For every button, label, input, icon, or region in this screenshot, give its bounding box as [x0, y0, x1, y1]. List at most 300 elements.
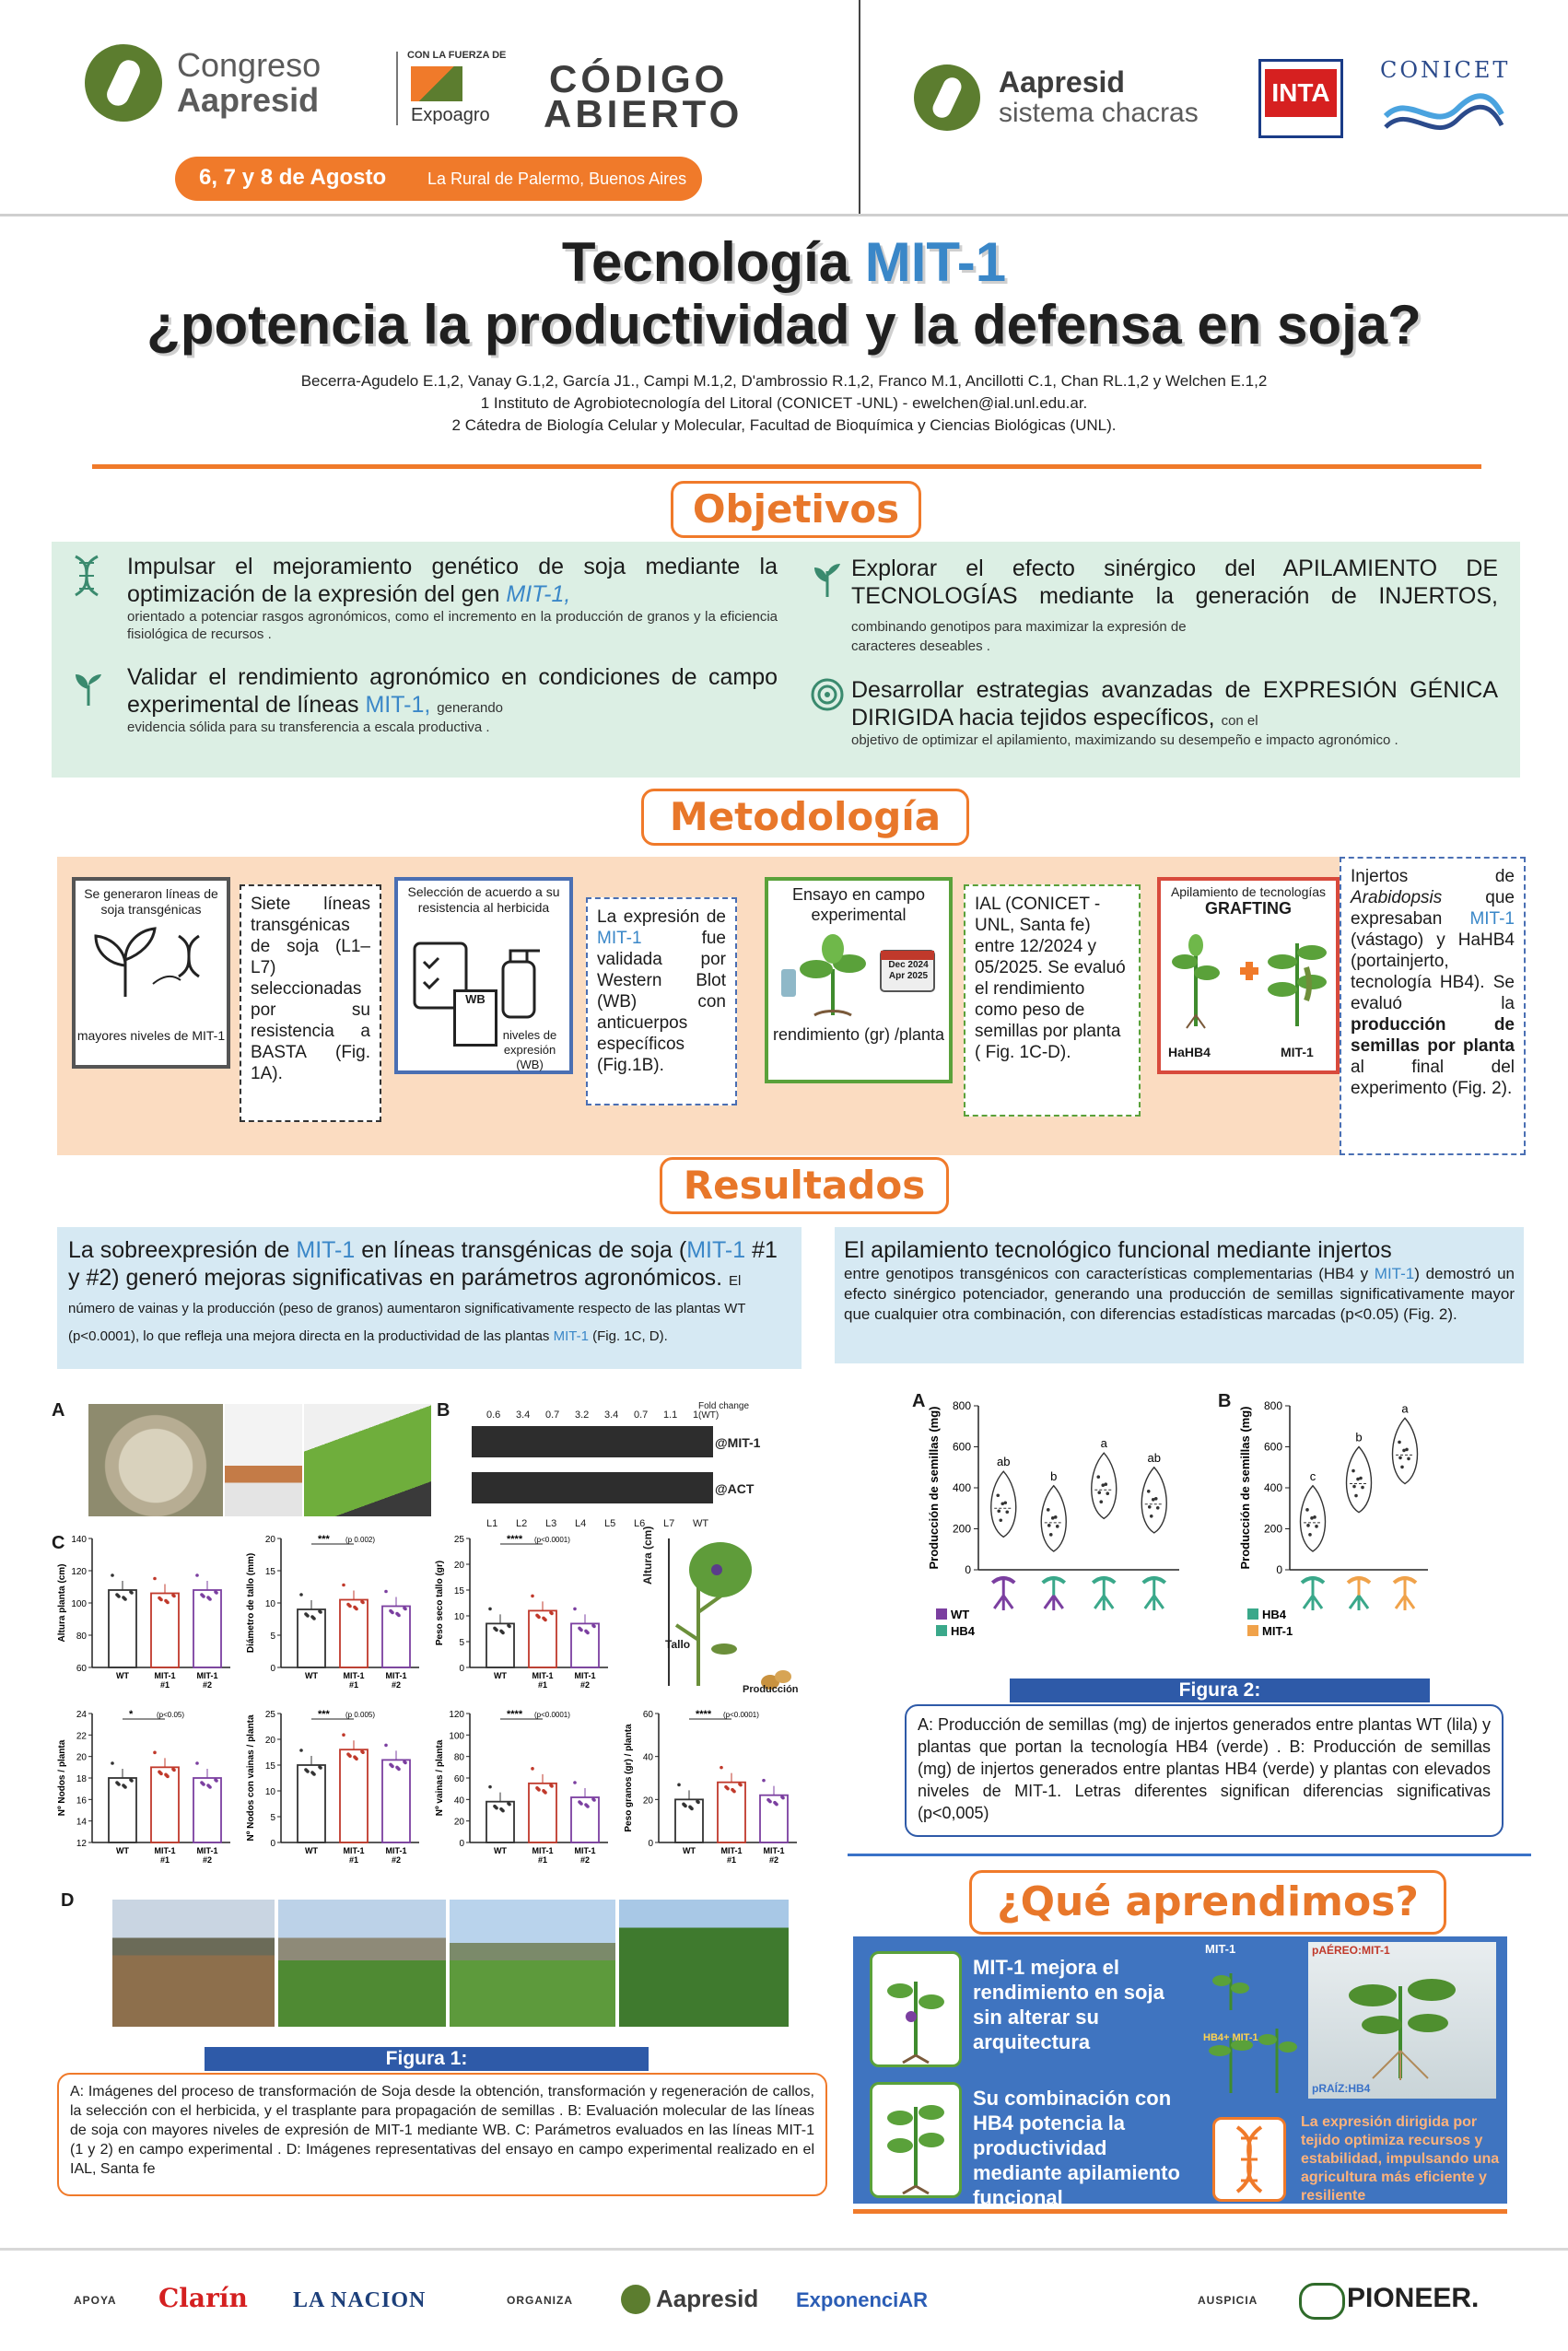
fig1-field-photo-4 [619, 1900, 789, 2027]
fig2-label-a: A [912, 1391, 926, 1411]
data-point [731, 1788, 734, 1792]
objetivo-2 [127, 663, 778, 736]
data-point [299, 1593, 303, 1597]
blot-value: 3.4 [604, 1409, 619, 1421]
data-point [1047, 1508, 1050, 1512]
legend-swatch [1247, 1608, 1258, 1620]
met-panel-4-right: MIT-1 [1281, 1045, 1314, 1059]
met-desc-2-post: fue validada por Western Blot (WB) con anticuerpos específicos (Fig.1B). [597, 929, 726, 1075]
data-point [171, 1768, 175, 1772]
plant-stem-label: Tallo [665, 1638, 691, 1651]
data-point [129, 1590, 133, 1594]
plant-prod-label: Producción [743, 1684, 799, 1695]
conicet-logo-icon [1382, 88, 1505, 136]
graft-root [1094, 1596, 1113, 1610]
dates-pill [175, 157, 702, 201]
y-tick-label: 0 [270, 1664, 275, 1674]
codigo-label-2: ABIERTO [544, 92, 743, 135]
data-point [342, 1733, 345, 1737]
congreso-label-2: Aapresid [177, 81, 320, 119]
y-tick-label: 22 [76, 1731, 87, 1742]
bar [340, 1600, 368, 1668]
fig2-caption-a: A: Producción de semillas (mg) de injertos generados entre plantas WT (lila) y plantas que portan la tecnología HB4 (verde) . [918, 1715, 1491, 1756]
y-tick-label: 600 [952, 1440, 971, 1454]
objetivo-2-gene: MIT-1, [365, 692, 431, 718]
resultados-right-box [835, 1227, 1524, 1363]
data-point [531, 1595, 534, 1598]
y-tick-label: 100 [449, 1731, 464, 1742]
data-point [780, 1795, 784, 1799]
met-desc-1: Siete líneas transgénicas de soja (L1–L7) seleccionadas por su resistencia a BASTA (Fig. 1A). [240, 884, 381, 1122]
y-tick-label: 14 [76, 1817, 87, 1828]
data-point [195, 1573, 199, 1577]
data-point [122, 1784, 125, 1787]
data-point [318, 1765, 322, 1769]
blot-lane: L3 [545, 1518, 557, 1529]
x-tick-label: MIT-1 [532, 1846, 554, 1855]
p-value: (p<0.0001) [534, 1711, 570, 1719]
data-point [578, 1627, 581, 1631]
section-metodologia: Metodología [641, 789, 969, 846]
x-tick-label: MIT-1 [343, 1671, 365, 1680]
fig1-caption: A: Imágenes del proceso de transformación de Soja desde la obtención, transformación y regeneración de callos, la selección con el herbicida, y el trasplante para propagación de semillas . B: Evaluación molecular de las líneas de soja con mayores niveles de expresión de MIT-1 mediante WB. C: Parámetros evaluados en las líneas MIT-1 (1 y 2) en campo experimental . D: Imágenes representativas del ensayo en campo experimental realizado en el IAL, Santa fe [57, 2073, 827, 2196]
data-point [549, 1611, 553, 1615]
met-panel-4-sub: GRAFTING [1205, 899, 1292, 918]
data-point [1398, 1441, 1401, 1445]
data-point [158, 1771, 161, 1774]
bar [340, 1749, 368, 1842]
sprout-icon [72, 671, 105, 708]
data-point [996, 1493, 1000, 1497]
legend-label: WT [951, 1608, 970, 1621]
sistema-label-1: Aapresid [999, 65, 1125, 99]
data-point [1308, 1533, 1312, 1537]
data-point [688, 1806, 692, 1809]
met-panel-3-bottom: rendimiento (gr) /planta [772, 1025, 945, 1044]
x-tick-label: WT [305, 1846, 318, 1855]
data-point [1400, 1466, 1404, 1469]
fig1-label-d: D [61, 1890, 75, 1911]
data-point [573, 1781, 577, 1784]
data-point [200, 1781, 204, 1784]
blot-lane: L5 [604, 1518, 616, 1529]
data-point [999, 1518, 1002, 1522]
y-tick-label: 80 [76, 1632, 87, 1642]
congreso-logo-icon [85, 44, 162, 122]
data-point [360, 1600, 364, 1604]
fig1-photo-plants [304, 1404, 431, 1516]
learn-img-mit-label: MIT-1 [1205, 1942, 1236, 1956]
section-resultados: Resultados [660, 1157, 949, 1214]
header [0, 0, 1568, 214]
x-tick-label: WT [116, 1671, 129, 1680]
y-tick-label: 0 [459, 1839, 464, 1849]
data-point [115, 1593, 119, 1597]
met-desc-4-bold: producción de semillas por planta [1351, 1015, 1515, 1056]
data-point [395, 1766, 399, 1770]
wb-label: WB [465, 992, 486, 1006]
met-desc-2-pre: La expresión de [597, 907, 726, 927]
y-tick-label: 25 [264, 1710, 275, 1720]
title-pre: Tecnología [561, 231, 865, 293]
objetivo-3-text: Explorar el efecto sinérgico del APILAMIENTO DE TECNOLOGÍAS mediante la generación de INJERTOS, [851, 556, 1498, 609]
x-tick-label: #1 [537, 1855, 548, 1865]
res-right-small-pre: entre genotipos transgénicos con características complementarias (HB4 y [844, 1265, 1375, 1282]
title-line-2: ¿potencia la productividad y la defensa en soja? [146, 294, 1422, 356]
objetivo-4 [851, 676, 1498, 749]
y-tick-label: 800 [952, 1399, 971, 1412]
data-point [1148, 1505, 1152, 1509]
y-tick-label: 100 [71, 1599, 87, 1609]
venue-label: La Rural de Palermo, Buenos Aires [427, 170, 687, 188]
fig1-field-photo-2 [278, 1900, 446, 2027]
y-axis-label: Producción de semillas (mg) [1238, 1406, 1252, 1570]
learn-card-3 [1212, 2117, 1286, 2202]
data-point [738, 1783, 742, 1786]
x-tick-label: MIT-1 [763, 1846, 785, 1855]
y-tick-label: 0 [459, 1664, 464, 1674]
y-tick-label: 0 [270, 1839, 275, 1849]
y-tick-label: 20 [76, 1752, 87, 1763]
met-panel-transgenic [72, 877, 230, 1069]
y-tick-label: 24 [76, 1710, 87, 1720]
sig-stars: **** [696, 1709, 712, 1720]
data-point [488, 1785, 492, 1789]
data-point [360, 1749, 364, 1753]
sprout-dna-icon [88, 923, 212, 1003]
data-point [1154, 1497, 1158, 1501]
x-tick-label: MIT-1 [196, 1671, 218, 1680]
bar [109, 1778, 136, 1842]
plant-icon [811, 558, 844, 599]
res-right-main: El apilamiento tecnológico funcional mediante injertos [844, 1237, 1392, 1263]
res-left-mid: en líneas transgénicas de soja ( [355, 1237, 687, 1263]
res-right-gene: MIT-1 [1374, 1265, 1415, 1282]
footer-rule [0, 2248, 1568, 2251]
data-point [531, 1767, 534, 1771]
data-point [206, 1596, 210, 1599]
y-tick-label: 0 [648, 1839, 653, 1849]
x-tick-label: #1 [348, 1680, 359, 1690]
met-desc-4-c: (vástago) y HaHB4 (portainjerto, tecnología HB4). Se evaluó la [1351, 930, 1515, 1013]
footer-nacion: LA NACION [293, 2288, 427, 2312]
data-point [1156, 1506, 1160, 1510]
y-tick-label: 80 [453, 1752, 464, 1763]
data-point [310, 1615, 314, 1619]
objetivos-box [52, 542, 1520, 778]
y-tick-label: 5 [459, 1638, 464, 1648]
blot-lane: L7 [663, 1518, 675, 1529]
y-tick-label: 15 [453, 1586, 464, 1597]
x-tick-label: MIT-1 [574, 1671, 596, 1680]
data-point [773, 1801, 777, 1805]
data-point [1306, 1524, 1310, 1527]
data-point [200, 1593, 204, 1597]
met-panel-1-bottom: mayores niveles de MIT-1 [76, 1028, 226, 1043]
data-point [677, 1784, 681, 1787]
data-point [403, 1607, 406, 1610]
y-tick-label: 20 [264, 1535, 275, 1545]
graft-root [1396, 1596, 1414, 1610]
affiliation-2: 2 Cátedra de Biología Celular y Molecular, Facultad de Bioquímica y Ciencias Biológicas (UNL). [451, 416, 1117, 434]
objetivo-1-gene: MIT-1, [506, 581, 571, 607]
data-point [304, 1612, 308, 1616]
bar [109, 1590, 136, 1667]
x-tick-label: #1 [159, 1680, 170, 1690]
footer-exponencial: ExponenciAR [796, 2288, 929, 2311]
section-aprendimos: ¿Qué aprendimos? [969, 1870, 1446, 1935]
data-point [129, 1778, 133, 1782]
bar [151, 1594, 179, 1668]
x-tick-label: #1 [348, 1855, 359, 1865]
footer-organiza: ORGANIZA [507, 2294, 573, 2307]
data-point [164, 1773, 168, 1777]
footer-auspicia: AUSPICIA [1198, 2294, 1258, 2307]
data-point [158, 1597, 161, 1600]
learn-img-hbmit-label: HB4+ MIT-1 [1203, 2032, 1258, 2043]
data-point [1398, 1456, 1402, 1460]
data-point [720, 1766, 723, 1770]
resultados-right-text [835, 1227, 1524, 1325]
p-value: (p<0.0001) [534, 1536, 570, 1544]
sig-letter: a [1401, 1401, 1409, 1416]
data-point [591, 1797, 595, 1801]
footer-pioneer-icon [1299, 2283, 1345, 2320]
y-tick-label: 600 [1263, 1440, 1282, 1454]
blot-act-band [472, 1472, 713, 1503]
y-tick-label: 800 [1263, 1399, 1282, 1412]
blot-lane: L1 [486, 1518, 498, 1529]
data-point [578, 1800, 581, 1804]
inta-logo [1258, 59, 1343, 138]
sig-stars: *** [318, 1534, 330, 1545]
graft-root [1350, 1596, 1368, 1610]
data-point [682, 1803, 685, 1807]
sistema-chacras-logo-icon [914, 64, 980, 131]
calendar-label: Dec 2024 Apr 2025 [888, 960, 929, 981]
graft-root [994, 1596, 1012, 1610]
y-tick-label: 10 [264, 1599, 275, 1609]
y-tick-label: 400 [1263, 1481, 1282, 1494]
data-point [195, 1761, 199, 1765]
res-right-small [844, 1264, 1515, 1325]
resultados-left-text [57, 1227, 802, 1347]
x-tick-label: MIT-1 [343, 1846, 365, 1855]
x-tick-label: MIT-1 [574, 1846, 596, 1855]
y-axis-label: Nº Nodos / planta [57, 1739, 67, 1817]
graft-root [1045, 1596, 1063, 1610]
data-point [395, 1612, 399, 1616]
data-point [153, 1577, 157, 1581]
data-point [997, 1509, 1000, 1513]
fig2-caption [905, 1704, 1504, 1837]
footer-pioneer: PIONEER. [1347, 2283, 1480, 2313]
data-point [573, 1608, 577, 1611]
resultados-left-box [57, 1227, 802, 1369]
blot-mit-label: @MIT-1 [715, 1435, 761, 1450]
footer [0, 2255, 1568, 2351]
x-tick-label: WT [494, 1671, 507, 1680]
res-left-small-gene: MIT-1 [553, 1328, 589, 1344]
data-point [1003, 1501, 1007, 1504]
y-tick-label: 10 [264, 1787, 275, 1797]
met-panel-3-title: Ensayo en campo experimental [791, 885, 926, 924]
data-point [346, 1752, 350, 1756]
sig-letter: c [1309, 1468, 1316, 1483]
objetivo-2-detail: evidencia sólida para su transferencia a escala productiva . [127, 719, 490, 735]
met-panel-selection [394, 877, 573, 1074]
data-point [1361, 1486, 1364, 1490]
plant-height-label: Altura (cm) [641, 1526, 654, 1585]
sig-letter: a [1100, 1436, 1107, 1451]
learn-text-2: Su combinación con HB4 potencia la productividad mediante apilamiento funcional [973, 2087, 1180, 2209]
y-tick-label: 5 [270, 1813, 275, 1823]
objetivo-1-detail: orientado a potenciar rasgos agronómicos, como el incremento en la producción de granos y la eficiencia fisiológica de recursos . [127, 609, 778, 642]
codigo-label-1: CÓDIGO [549, 57, 729, 100]
data-point [499, 1807, 503, 1811]
data-point [1359, 1477, 1363, 1480]
met-panel-4-title: Apilamiento de tecnologías [1170, 884, 1327, 899]
fig1-field-photo-3 [450, 1900, 615, 2027]
met-desc-4-d: al final del experimento (Fig. 2). [1351, 1058, 1515, 1098]
y-tick-label: 20 [264, 1736, 275, 1746]
data-point [1097, 1491, 1101, 1494]
authors: Becerra-Agudelo E.1,2, Vanay G.1,2, García J1., Campi M.1,2, D'ambrossio R.1,2, Franco M.1, Ancillotti C.1, Chan RL.1,2 y Welchen E.1,2 [300, 372, 1268, 390]
y-tick-label: 15 [264, 1761, 275, 1772]
blot-values [486, 1409, 720, 1422]
aprendimos-box [853, 1936, 1507, 2209]
x-tick-label: MIT-1 [154, 1671, 176, 1680]
bar [718, 1783, 745, 1842]
sig-letter: ab [1147, 1450, 1161, 1465]
data-point [1147, 1490, 1151, 1493]
data-point [499, 1630, 503, 1633]
data-point [762, 1779, 766, 1783]
bar [193, 1778, 221, 1842]
p-value: (p<0.0001) [723, 1711, 759, 1719]
x-tick-label: WT [494, 1846, 507, 1855]
y-axis-label: Producción de semillas (mg) [927, 1406, 941, 1570]
y-tick-label: 10 [453, 1612, 464, 1622]
x-tick-label: WT [305, 1671, 318, 1680]
x-tick-label: MIT-1 [385, 1671, 407, 1680]
target-icon [811, 678, 844, 711]
blot-value: 3.2 [575, 1409, 590, 1421]
objetivo-4-inline: con el [1221, 713, 1258, 729]
data-point [584, 1630, 588, 1633]
sig-stars: **** [507, 1534, 523, 1545]
footer-clarin: Clarín [158, 2283, 248, 2313]
blot-value: 3.4 [516, 1409, 531, 1421]
y-tick-label: 15 [264, 1567, 275, 1577]
x-tick-label: #2 [202, 1680, 213, 1690]
data-point [766, 1798, 770, 1802]
res-left-small-end: (Fig. 1C, D). [588, 1328, 668, 1344]
data-point [389, 1763, 392, 1767]
x-tick-label: #2 [579, 1680, 591, 1690]
x-tick-label: #2 [391, 1855, 402, 1865]
data-point [206, 1784, 210, 1787]
fig1-label-a: A [52, 1400, 65, 1421]
legend-label: MIT-1 [1262, 1624, 1293, 1638]
met-panel-2-bottom: niveles de expresión (WB) [502, 1028, 557, 1071]
objetivo-4-text: Desarrollar estrategias avanzadas de EXPRESIÓN GÉNICA DIRIGIDA hacia tejidos específicos, [851, 677, 1498, 731]
violin-charts-svg [912, 1387, 1539, 1664]
x-tick-label: WT [116, 1846, 129, 1855]
legend-swatch [1247, 1625, 1258, 1636]
objetivo-3 [851, 555, 1498, 655]
y-tick-label: 20 [453, 1561, 464, 1571]
y-tick-label: 140 [71, 1535, 87, 1545]
conicet-label: CONICET [1380, 57, 1511, 83]
met-desc-4-a: Injertos de [1351, 867, 1515, 886]
met-desc-2-gene: MIT-1 [597, 929, 642, 948]
title-mit1: MIT-1 [864, 231, 1007, 293]
data-point [1047, 1524, 1051, 1527]
data-point [549, 1784, 553, 1787]
data-point [1005, 1510, 1009, 1514]
objetivo-2-inline: generando [437, 700, 504, 716]
data-point [488, 1608, 492, 1611]
data-point [1099, 1500, 1103, 1503]
data-point [1315, 1525, 1318, 1528]
affiliation-1: 1 Instituto de Agrobiotecnología del Litoral (CONICET -UNL) - ewelchen@ial.unl.edu.ar. [480, 394, 1088, 412]
header-rule [0, 214, 1568, 216]
x-tick-label: #2 [202, 1855, 213, 1865]
data-point [153, 1751, 157, 1755]
data-point [304, 1768, 308, 1772]
brand-divider [396, 52, 398, 125]
y-tick-label: 12 [76, 1839, 87, 1849]
data-point [493, 1627, 497, 1631]
blot-act-label: @ACT [715, 1481, 755, 1496]
res-left-post: #1 y #2) generó mejoras significativas en parámetros agronómicos. [68, 1237, 778, 1291]
x-tick-label: WT [683, 1846, 696, 1855]
met-panel-1-title: Se generaron líneas de soja transgénicas [84, 886, 218, 917]
blot-fold-label: Fold change (WT) [698, 1401, 750, 1421]
data-point [1150, 1515, 1153, 1518]
learn-image-plant [1308, 1942, 1496, 2099]
graft-plants-icon [1168, 925, 1328, 1040]
data-point [1054, 1515, 1058, 1519]
y-tick-label: 0 [1276, 1563, 1282, 1576]
met-panel-field [765, 877, 953, 1083]
data-point [1049, 1533, 1053, 1537]
learn-card-2 [870, 2082, 962, 2198]
data-point [318, 1609, 322, 1613]
blot-value: 1.1 [663, 1409, 678, 1421]
fig2-label-b: B [1218, 1391, 1232, 1411]
sistema-label-2: sistema chacras [999, 98, 1199, 128]
objetivo-3-inline: combinando genotipos para maximizar la expresión de [851, 619, 1187, 635]
learn-image-grafts [1203, 1942, 1305, 2099]
res-right-small-post: ) demostró un efecto sinérgico potenciador, generando una producción de semillas significativamente mayor que cualquier otra combinación, con diferencias estadísticas marcadas (p<0.05) (Fig. 2). [844, 1265, 1515, 1323]
inta-label: INTA [1265, 69, 1337, 117]
p-value: (p<0.05) [157, 1711, 185, 1719]
data-point [384, 1590, 388, 1594]
bar [298, 1765, 325, 1842]
data-point [1407, 1457, 1410, 1461]
x-tick-label: #2 [579, 1855, 591, 1865]
objetivo-1-text: Impulsar el mejoramiento genético de soja mediante la optimización de la expresión del gen [127, 554, 778, 607]
learn-img-aereo-label: pAÉREO:MIT-1 [1312, 1944, 1390, 1957]
data-point [353, 1606, 357, 1609]
sig-stars: *** [318, 1709, 330, 1720]
data-point [384, 1744, 388, 1748]
graft-root [1145, 1596, 1164, 1610]
data-point [346, 1603, 350, 1607]
met-desc-4-b: que expresaban [1351, 888, 1515, 929]
